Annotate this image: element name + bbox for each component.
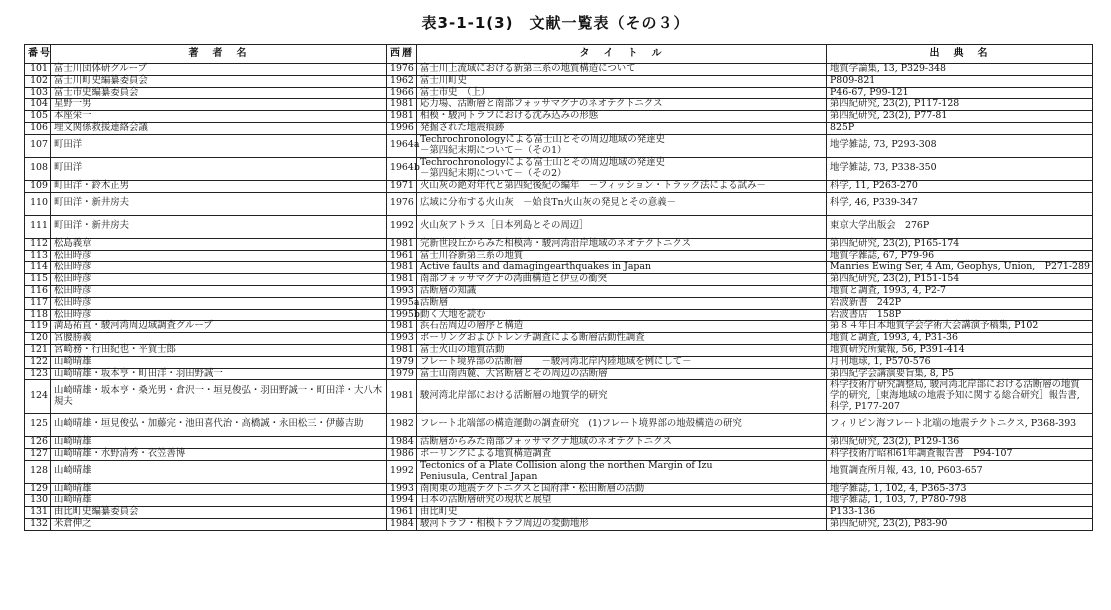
cell-title: 駿河湾北岸部における活断層の地質学的研究 xyxy=(417,380,827,413)
cell-year: 1993 xyxy=(387,483,417,495)
cell-year: 1993 xyxy=(387,285,417,297)
table-row xyxy=(25,285,1093,297)
cell-year: 1982 xyxy=(387,413,417,436)
cell-author: 山崎晴雄 xyxy=(51,460,387,483)
table-row xyxy=(25,274,1093,286)
cell-title: 浜石岳周辺の層序と構造 xyxy=(417,321,827,333)
table-row xyxy=(25,448,1093,460)
table-row xyxy=(25,262,1093,274)
cell-source: 第四紀研究, 23(2), P117-128 xyxy=(827,99,1093,111)
cell-source: 地学雑誌, 1, 102, 4, P365-373 xyxy=(827,483,1093,495)
cell-title: 南部フォッサマグナの湾曲構造と伊豆の衝突 xyxy=(417,274,827,286)
table-row xyxy=(25,99,1093,111)
cell-title: 火山灰アトラス［日本列島とその周辺］ xyxy=(417,215,827,238)
cell-no: 115 xyxy=(25,274,51,286)
cell-source: 科学, 11, P263-270 xyxy=(827,180,1093,192)
header-year: 西暦 xyxy=(387,45,417,64)
cell-no: 101 xyxy=(25,64,51,76)
cell-source: 岩波書店 158P xyxy=(827,309,1093,321)
cell-source: 第四紀研究, 23(2), P129-136 xyxy=(827,436,1093,448)
cell-author: 松島義章 xyxy=(51,238,387,250)
cell-source: 地学雑誌, 73, P338-350 xyxy=(827,157,1093,180)
cell-year: 1992 xyxy=(387,215,417,238)
cell-author: 町田洋・新井房夫 xyxy=(51,215,387,238)
cell-no: 106 xyxy=(25,123,51,135)
cell-author: 町田洋・鈴木正男 xyxy=(51,180,387,192)
table-row xyxy=(25,321,1093,333)
cell-source: 地質と調査, 1993, 4, P31-36 xyxy=(827,333,1093,345)
cell-source: 地質研究所彙報, 56, P391-414 xyxy=(827,345,1093,357)
cell-author: 山崎晴雄・坂本亨・町田洋・羽田野誠一 xyxy=(51,368,387,380)
cell-year: 1995b xyxy=(387,309,417,321)
cell-author: 宮腰勝義 xyxy=(51,333,387,345)
cell-author: 宮崎務・行田紀也・平賀士郎 xyxy=(51,345,387,357)
table-row xyxy=(25,356,1093,368)
cell-title: 火山灰の絶対年代と第四紀後紀の編年 －フィッション・トラック法による試み－ xyxy=(417,180,827,192)
cell-title: 活断層の知識 xyxy=(417,285,827,297)
cell-title: 富士火山の地質活動 xyxy=(417,345,827,357)
cell-no: 128 xyxy=(25,460,51,483)
cell-author: 本座栄一 xyxy=(51,111,387,123)
cell-no: 131 xyxy=(25,507,51,519)
table-row xyxy=(25,436,1093,448)
cell-no: 121 xyxy=(25,345,51,357)
table-row xyxy=(25,111,1093,123)
cell-source: 第四紀研究, 23(2), P165-174 xyxy=(827,238,1093,250)
cell-author: 山崎晴雄 xyxy=(51,495,387,507)
cell-source: 岩波新書 242P xyxy=(827,297,1093,309)
cell-no: 116 xyxy=(25,285,51,297)
cell-no: 120 xyxy=(25,333,51,345)
table-row xyxy=(25,157,1093,180)
header-author: 著 者 名 xyxy=(51,45,387,64)
header-source: 出 典 名 xyxy=(827,45,1093,64)
cell-source: 地質学雑誌, 67, P79-96 xyxy=(827,250,1093,262)
cell-author: 山崎晴雄・垣見俊弘・加藤完・池田喜代治・高橋誠・永田松三・伊藤吉助 xyxy=(51,413,387,436)
table-row xyxy=(25,238,1093,250)
cell-source: 科学技術庁昭和61年調査報告書 P94-107 xyxy=(827,448,1093,460)
cell-title: 富士山南西麓、大宮断層とその周辺の活断層 xyxy=(417,368,827,380)
cell-title: 富士川上流域における新第三系の地質構造について xyxy=(417,64,827,76)
cell-source: P809-821 xyxy=(827,75,1093,87)
cell-source: 月刊地球, 1, P570-576 xyxy=(827,356,1093,368)
cell-no: 122 xyxy=(25,356,51,368)
cell-title: 富士川谷新第三系の地質 xyxy=(417,250,827,262)
cell-author: 米倉伸之 xyxy=(51,518,387,530)
cell-year: 1971 xyxy=(387,180,417,192)
cell-no: 102 xyxy=(25,75,51,87)
cell-no: 109 xyxy=(25,180,51,192)
cell-year: 1966 xyxy=(387,87,417,99)
cell-title: 日本の活断層研究の現状と展望 xyxy=(417,495,827,507)
cell-author: 松田時彦 xyxy=(51,250,387,262)
cell-title: ボーリングおよびトレンチ調査による断層活動性調査 xyxy=(417,333,827,345)
cell-year: 1996 xyxy=(387,123,417,135)
cell-title: 相模・駿河トラフにおける沈み込みの形態 xyxy=(417,111,827,123)
cell-title: Active faults and damagingearthquakes in Japan xyxy=(417,262,827,274)
cell-no: 126 xyxy=(25,436,51,448)
cell-year: 1961 xyxy=(387,507,417,519)
cell-title: フレート境界部の活断層 －駿河湾北岸内陸地域を例にして－ xyxy=(417,356,827,368)
cell-author: 富士川町史編纂委員会 xyxy=(51,75,387,87)
cell-year: 1981 xyxy=(387,380,417,413)
cell-no: 111 xyxy=(25,215,51,238)
table-row xyxy=(25,333,1093,345)
cell-author: 町田洋 xyxy=(51,157,387,180)
cell-author: 富士川団体研グループ xyxy=(51,64,387,76)
cell-source: 地質学論集, 13, P329-348 xyxy=(827,64,1093,76)
cell-title: 完新世段丘からみた相模湾・駿河湾沿岸地域のネオテクトニクス xyxy=(417,238,827,250)
table-row xyxy=(25,75,1093,87)
cell-no: 118 xyxy=(25,309,51,321)
cell-title: Techrochronologyによる富士山とその周辺地域の発達史 －第四紀末期について－（その1） xyxy=(417,134,827,157)
cell-no: 110 xyxy=(25,192,51,215)
cell-author: 富士市史編纂委員会 xyxy=(51,87,387,99)
cell-title: 活断層からみた南部フォッサマグナ地域のネオテクトニクス xyxy=(417,436,827,448)
table-row xyxy=(25,134,1093,157)
cell-source: 第四紀研究, 23(2), P151-154 xyxy=(827,274,1093,286)
cell-title: 動く大地を読む xyxy=(417,309,827,321)
cell-source: 東京大学出版会 276P xyxy=(827,215,1093,238)
cell-source: 地学雑誌, 1, 103, 7, P780-798 xyxy=(827,495,1093,507)
cell-no: 117 xyxy=(25,297,51,309)
table-row xyxy=(25,192,1093,215)
table-row xyxy=(25,495,1093,507)
cell-source: 科学技術庁研究調整局, 駿河湾北岸部における活断層の地質学的研究,［東海地域の地震予知に関する総合研究］報告書, 科学, P177-207 xyxy=(827,380,1093,413)
cell-year: 1994 xyxy=(387,495,417,507)
cell-author: 埋文関係救援連絡会議 xyxy=(51,123,387,135)
cell-source: 第四紀学会講演要旨集, 8, P5 xyxy=(827,368,1093,380)
cell-no: 125 xyxy=(25,413,51,436)
cell-year: 1981 xyxy=(387,345,417,357)
table-row xyxy=(25,64,1093,76)
cell-author: 山崎晴雄・坂本亨・桑光男・倉沢一・垣見俊弘・羽田野誠一・町田洋・大八木規夫 xyxy=(51,380,387,413)
table-row xyxy=(25,345,1093,357)
cell-no: 119 xyxy=(25,321,51,333)
cell-year: 1986 xyxy=(387,448,417,460)
cell-year: 1976 xyxy=(387,64,417,76)
cell-title: 発掘された地震痕跡 xyxy=(417,123,827,135)
cell-no: 104 xyxy=(25,99,51,111)
cell-source: 地質調査所月報, 43, 10, P603-657 xyxy=(827,460,1093,483)
cell-title: Techrochronologyによる富士山とその周辺地域の発達史 －第四紀末期について－（その2） xyxy=(417,157,827,180)
cell-year: 1961 xyxy=(387,250,417,262)
cell-no: 123 xyxy=(25,368,51,380)
cell-author: 満島祐直・駿河湾周辺域調査グループ xyxy=(51,321,387,333)
table-row xyxy=(25,297,1093,309)
cell-no: 132 xyxy=(25,518,51,530)
cell-source: 825P xyxy=(827,123,1093,135)
header-title: タ イ ト ル xyxy=(417,45,827,64)
cell-source: フィリピン海フレート北端の地震テクトニクス, P368-393 xyxy=(827,413,1093,436)
cell-year: 1981 xyxy=(387,111,417,123)
table-row xyxy=(25,518,1093,530)
header-no: 番号 xyxy=(25,45,51,64)
cell-year: 1964a xyxy=(387,134,417,157)
table-row xyxy=(25,460,1093,483)
cell-year: 1979 xyxy=(387,368,417,380)
cell-author: 松田時彦 xyxy=(51,285,387,297)
cell-year: 1984 xyxy=(387,436,417,448)
header-row xyxy=(25,45,1093,64)
cell-title: 活断層 xyxy=(417,297,827,309)
table-row xyxy=(25,250,1093,262)
table-row xyxy=(25,380,1093,413)
cell-author: 松田時彦 xyxy=(51,262,387,274)
cell-year: 1995a xyxy=(387,297,417,309)
table-row xyxy=(25,413,1093,436)
cell-title: フレート北端部の構造運動の調査研究 (1)フレート境界部の地殻構造の研究 xyxy=(417,413,827,436)
cell-year: 1981 xyxy=(387,238,417,250)
cell-year: 1976 xyxy=(387,192,417,215)
cell-year: 1981 xyxy=(387,99,417,111)
cell-no: 130 xyxy=(25,495,51,507)
cell-author: 山崎晴雄 xyxy=(51,356,387,368)
cell-title: ボーリングによる地質構造調査 xyxy=(417,448,827,460)
cell-author: 松田時彦 xyxy=(51,309,387,321)
cell-source: 第四紀研究, 23(2), P77-81 xyxy=(827,111,1093,123)
cell-title: Tectonics of a Plate Collision along the northen Margin of Izu Peniusula, Central Japan xyxy=(417,460,827,483)
cell-author: 町田洋・新井房夫 xyxy=(51,192,387,215)
cell-no: 114 xyxy=(25,262,51,274)
cell-source: Manries Ewing Ser, 4 Am, Geophys, Union, P271-289 xyxy=(827,262,1093,274)
cell-no: 107 xyxy=(25,134,51,157)
cell-author: 山崎晴雄 xyxy=(51,436,387,448)
cell-author: 山崎晴雄・水野清秀・衣笠善博 xyxy=(51,448,387,460)
cell-source: 第四紀研究, 23(2), P83-90 xyxy=(827,518,1093,530)
table-row xyxy=(25,215,1093,238)
cell-year: 1981 xyxy=(387,262,417,274)
table-row xyxy=(25,507,1093,519)
cell-source: 科学, 46, P339-347 xyxy=(827,192,1093,215)
cell-year: 1981 xyxy=(387,274,417,286)
cell-author: 星野一男 xyxy=(51,99,387,111)
cell-title: 由比町史 xyxy=(417,507,827,519)
cell-year: 1981 xyxy=(387,321,417,333)
cell-author: 松田時彦 xyxy=(51,274,387,286)
cell-author: 由比町史編纂委員会 xyxy=(51,507,387,519)
cell-title: 応力場、活断層と南部フォッサマグナのネオテクトニクス xyxy=(417,99,827,111)
page-title: 表3-1-1(3) 文献一覧表（その３） xyxy=(421,14,690,32)
cell-year: 1964b xyxy=(387,157,417,180)
cell-title: 富士川町史 xyxy=(417,75,827,87)
cell-year: 1962 xyxy=(387,75,417,87)
table-row xyxy=(25,123,1093,135)
cell-title: 富士市史 （上） xyxy=(417,87,827,99)
cell-no: 112 xyxy=(25,238,51,250)
cell-author: 山崎晴雄 xyxy=(51,483,387,495)
cell-title: 駿河トラフ・相模トラフ周辺の変動地形 xyxy=(417,518,827,530)
cell-no: 129 xyxy=(25,483,51,495)
reference-table xyxy=(24,44,1093,531)
cell-source: P133-136 xyxy=(827,507,1093,519)
table-row xyxy=(25,180,1093,192)
cell-no: 127 xyxy=(25,448,51,460)
cell-author: 松田時彦 xyxy=(51,297,387,309)
cell-no: 105 xyxy=(25,111,51,123)
cell-year: 1979 xyxy=(387,356,417,368)
cell-no: 113 xyxy=(25,250,51,262)
cell-source: P46-67, P99-121 xyxy=(827,87,1093,99)
cell-source: 地学雑誌, 73, P293-308 xyxy=(827,134,1093,157)
cell-no: 103 xyxy=(25,87,51,99)
cell-no: 108 xyxy=(25,157,51,180)
cell-title: 広域に分布する火山灰 －姶良Tn火山灰の発見とその意義－ xyxy=(417,192,827,215)
cell-year: 1993 xyxy=(387,333,417,345)
cell-source: 地質と調査, 1993, 4, P2-7 xyxy=(827,285,1093,297)
cell-no: 124 xyxy=(25,380,51,413)
cell-year: 1984 xyxy=(387,518,417,530)
cell-year: 1992 xyxy=(387,460,417,483)
cell-source: 第８４年日本地質学会学術大会講演予稿集, P102 xyxy=(827,321,1093,333)
cell-author: 町田洋 xyxy=(51,134,387,157)
cell-title: 南関東の地震テクトニクスと国府津・松田断層の活動 xyxy=(417,483,827,495)
